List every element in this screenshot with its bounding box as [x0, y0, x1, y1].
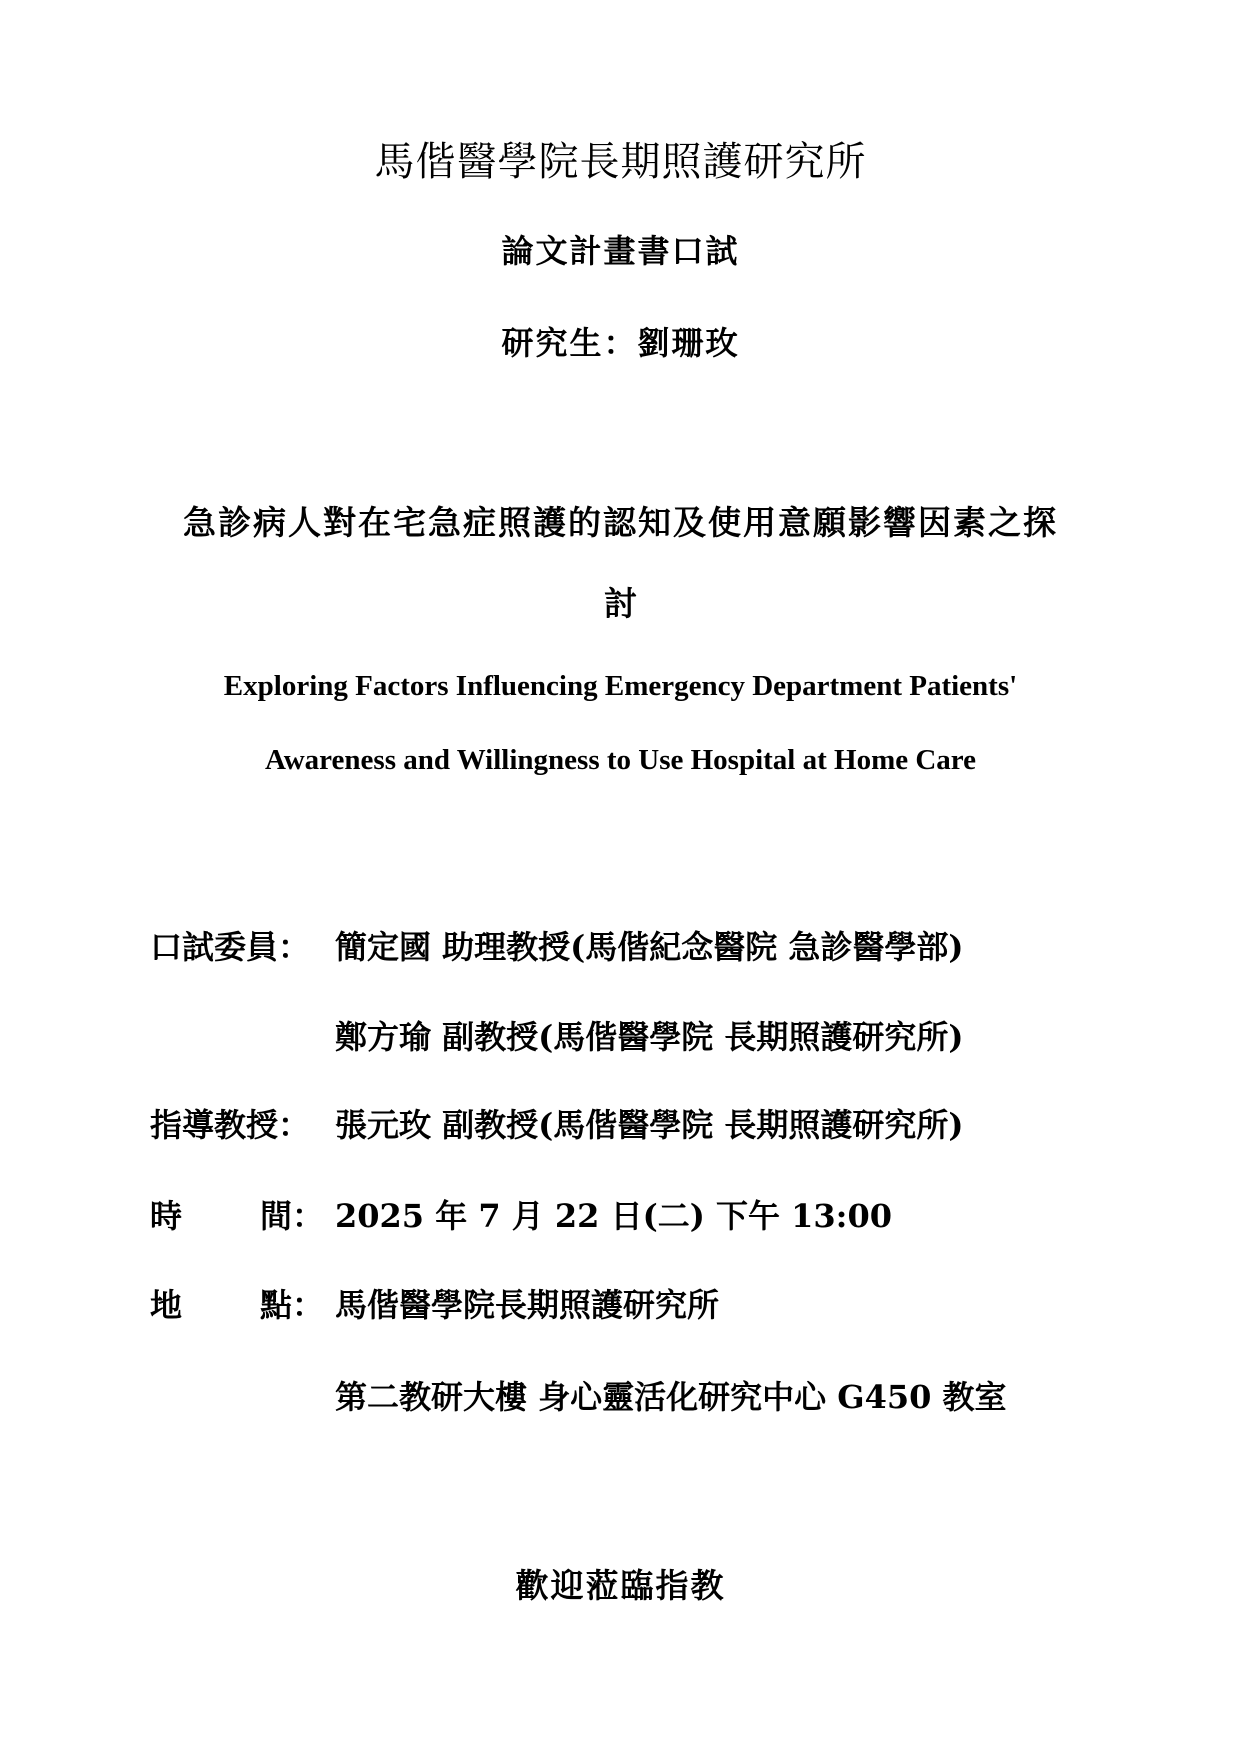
time-label-second-char: 間： — [260, 1197, 325, 1235]
time-label-first-char: 時 — [150, 1197, 183, 1235]
welcome-message: 歡迎蒞臨指教 — [515, 1566, 726, 1605]
institute-name: 馬偕醫學院長期照護研究所 — [374, 139, 867, 185]
committee-label: 口試委員： — [150, 928, 311, 966]
exam-time: 2025 年 7 月 22 日(二) 下午 13:00 — [335, 1197, 893, 1235]
thesis-title-zh-line-2: 討 — [604, 584, 637, 623]
exam-type: 論文計畫書口試 — [501, 232, 740, 270]
exam-location-line-2: 第二教研大樓 身心靈活化研究中心 G450 教室 — [335, 1378, 1007, 1416]
place-label-second-char: 點： — [260, 1286, 325, 1324]
committee-member-2: 鄭方瑜 副教授(馬偕醫學院 長期照護研究所) — [335, 1018, 964, 1056]
advisor-name: 張元玫 副教授(馬偕醫學院 長期照護研究所) — [335, 1106, 964, 1144]
place-label-first-char: 地 — [150, 1286, 183, 1324]
thesis-title-en-line-2: Awareness and Willingness to Use Hospital at Home Care — [264, 744, 977, 776]
committee-member-1: 簡定國 助理教授(馬偕紀念醫院 急診醫學部) — [335, 928, 964, 966]
thesis-title-en-line-1: Exploring Factors Influencing Emergency Department Patients' — [223, 670, 1018, 702]
exam-location-line-1: 馬偕醫學院長期照護研究所 — [335, 1286, 720, 1324]
advisor-label: 指導教授： — [150, 1106, 311, 1144]
thesis-title-zh-line-1: 急診病人對在宅急症照護的認知及使用意願影響因素之探 — [183, 503, 1058, 542]
student-name: 研究生：劉珊玫 — [501, 324, 740, 362]
